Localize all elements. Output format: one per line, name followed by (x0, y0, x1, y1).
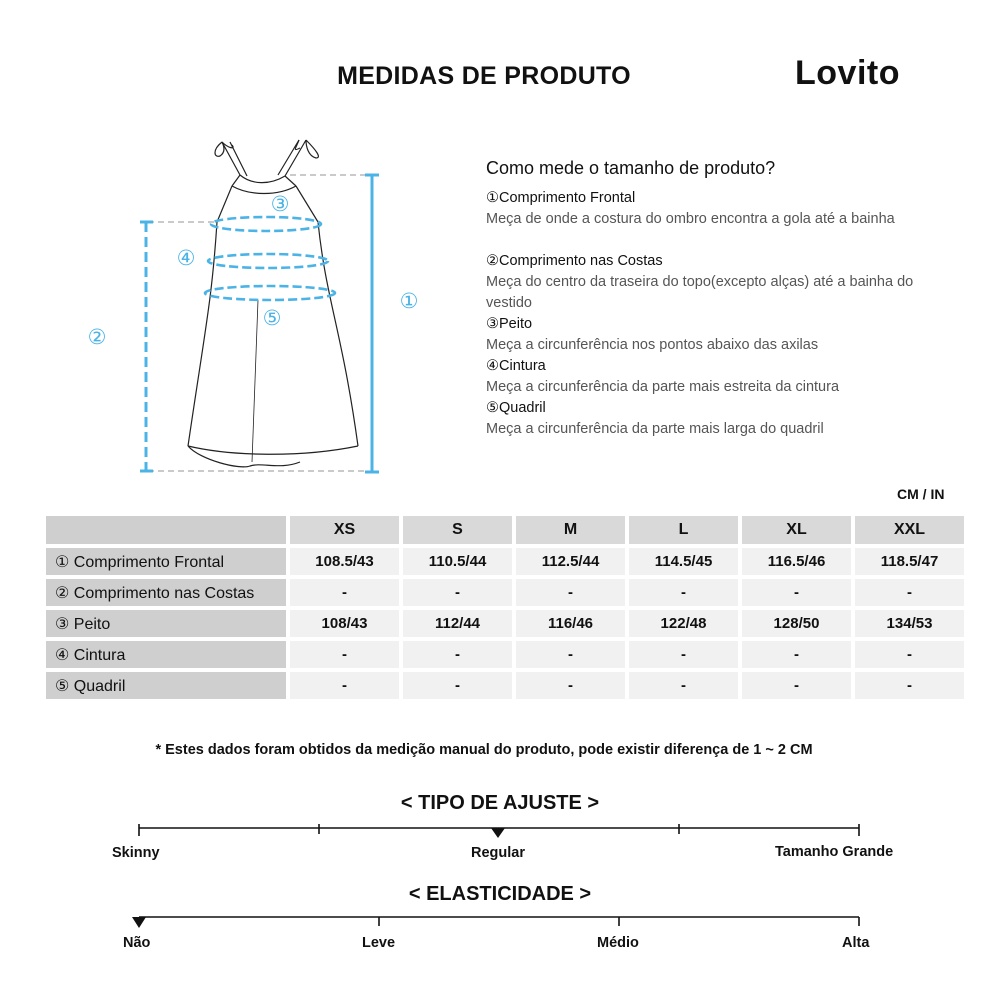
brand-logo: Lovito (795, 54, 900, 92)
elasticity-label-light: Leve (362, 935, 396, 951)
instruction-desc: Meça de onde a costura do ombro encontra a gola até a bainha (486, 211, 895, 227)
instruction-name: ④Cintura (486, 358, 546, 374)
table-cell: 116.5/46 (742, 548, 851, 575)
elasticity-label-high: Alta (842, 935, 870, 951)
table-cell: - (742, 579, 851, 606)
fit-type-title: < TIPO DE AJUSTE > (400, 792, 600, 814)
marker-hip: ⑤ (262, 306, 282, 330)
instruction-front-length (486, 188, 926, 230)
column-header: M (516, 516, 625, 544)
elasticity-label-medium: Médio (597, 935, 639, 951)
table-cell: - (855, 579, 964, 606)
table-row (46, 641, 964, 668)
row-label: ② Comprimento nas Costas (46, 579, 286, 606)
table-cell: - (516, 579, 625, 606)
how-to-title: Como mede o tamanho de produto? (486, 158, 776, 178)
table-cell: 108.5/43 (290, 548, 399, 575)
table-row (46, 579, 964, 606)
instruction-waist (486, 356, 926, 398)
table-cell: - (403, 579, 512, 606)
fit-label-oversize: Tamanho Grande (775, 844, 894, 860)
table-row (46, 610, 964, 637)
table-cell: - (290, 579, 399, 606)
elasticity-label-none: Não (123, 935, 151, 951)
row-label: ④ Cintura (46, 641, 286, 668)
instruction-hip (486, 398, 926, 440)
table-cell: - (516, 641, 625, 668)
table-cell: 114.5/45 (629, 548, 738, 575)
instruction-name: ②Comprimento nas Costas (486, 253, 663, 269)
instruction-name: ⑤Quadril (486, 400, 546, 416)
table-corner (46, 516, 286, 544)
table-cell: 112/44 (403, 610, 512, 637)
table-header-row (46, 516, 964, 544)
column-header: L (629, 516, 738, 544)
marker-front-length: ① (399, 289, 419, 313)
elasticity-scale (0, 910, 1000, 930)
instruction-chest (486, 314, 926, 356)
row-label: ⑤ Quadril (46, 672, 286, 699)
table-cell: 108/43 (290, 610, 399, 637)
instruction-back-length (486, 251, 926, 314)
elasticity-title: < ELASTICIDADE > (408, 883, 592, 905)
table-cell: - (629, 641, 738, 668)
table-cell: - (855, 672, 964, 699)
column-header: S (403, 516, 512, 544)
measurement-note: * Estes dados foram obtidos da medição manual do produto, pode existir diferença de 1 ~ 2 CM (155, 742, 813, 758)
table-cell: - (629, 672, 738, 699)
marker-chest: ③ (270, 192, 290, 216)
row-label: ③ Peito (46, 610, 286, 637)
table-row (46, 548, 964, 575)
table-cell: - (855, 641, 964, 668)
table-cell: - (290, 641, 399, 668)
fit-type-scale (0, 820, 1000, 840)
column-header: XXL (855, 516, 964, 544)
fit-label-skinny: Skinny (112, 845, 160, 861)
table-cell: - (403, 641, 512, 668)
instruction-name: ③Peito (486, 316, 533, 332)
elasticity-selected-marker (132, 917, 146, 928)
table-cell: - (403, 672, 512, 699)
unit-label: CM / IN (897, 486, 945, 502)
instruction-name: ①Comprimento Frontal (486, 190, 636, 206)
instruction-desc: Meça a circunferência da parte mais estreita da cintura (486, 379, 840, 395)
column-header: XL (742, 516, 851, 544)
table-cell: 134/53 (855, 610, 964, 637)
page-title: MEDIDAS DE PRODUTO (337, 62, 631, 90)
table-row (46, 672, 964, 699)
table-cell: 110.5/44 (403, 548, 512, 575)
table-cell: 112.5/44 (516, 548, 625, 575)
fit-selected-marker (491, 828, 505, 838)
table-cell: - (742, 641, 851, 668)
instruction-desc: Meça a circunferência da parte mais larga do quadril (486, 421, 824, 437)
table-cell: - (516, 672, 625, 699)
fit-label-regular: Regular (471, 845, 525, 861)
table-cell: - (742, 672, 851, 699)
table-cell: 116/46 (516, 610, 625, 637)
row-label: ① Comprimento Frontal (46, 548, 286, 575)
table-cell: 118.5/47 (855, 548, 964, 575)
column-header: XS (290, 516, 399, 544)
table-cell: 122/48 (629, 610, 738, 637)
dress-illustration (70, 130, 430, 485)
instruction-desc: Meça a circunferência nos pontos abaixo das axilas (486, 337, 819, 353)
marker-back-length: ② (87, 325, 107, 349)
marker-waist: ④ (176, 246, 196, 270)
table-cell: - (290, 672, 399, 699)
table-cell: 128/50 (742, 610, 851, 637)
table-cell: - (629, 579, 738, 606)
instruction-desc: Meça do centro da traseira do topo(excepto alças) até a bainha do vestido (486, 274, 914, 311)
size-table (42, 512, 968, 703)
